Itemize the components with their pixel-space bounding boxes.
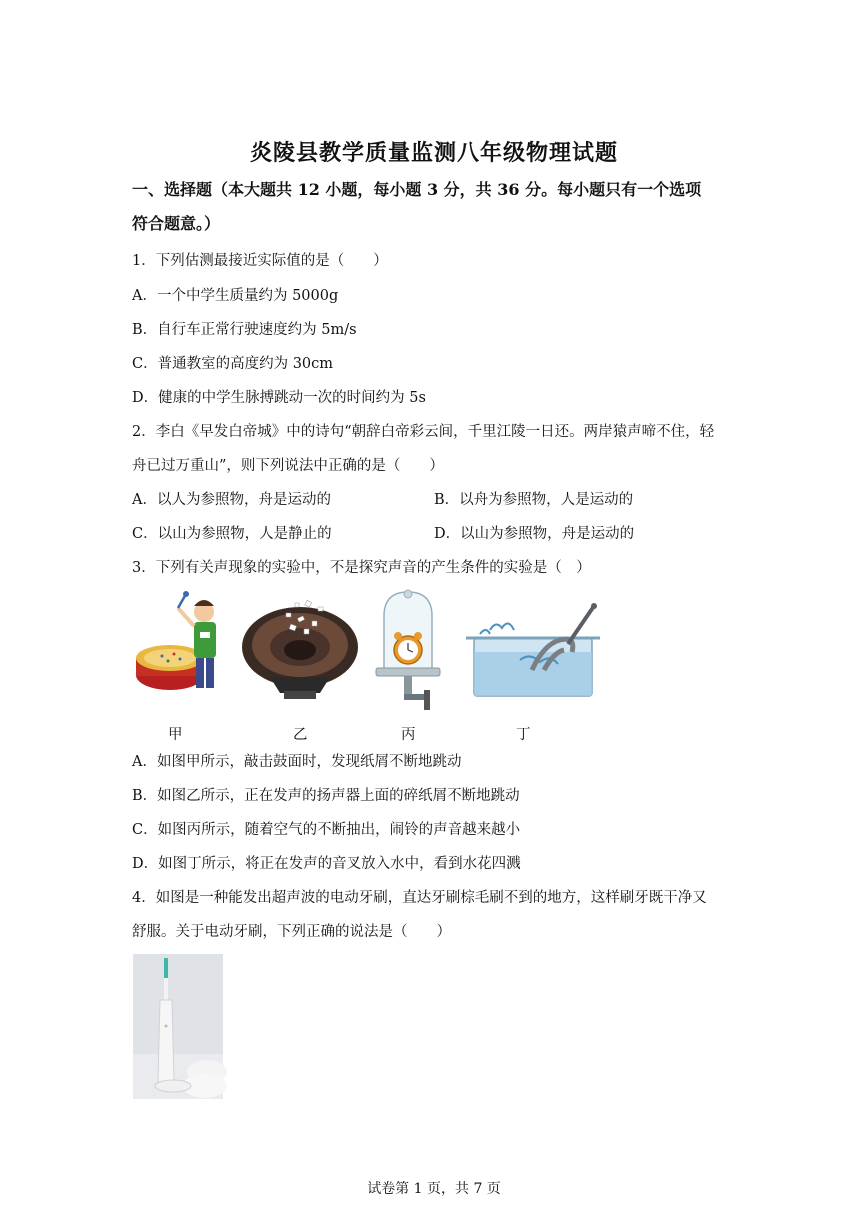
section-heading-line1: 一、选择题（本大题共 12 小题，每小题 3 分，共 36 分。每小题只有一个选项	[132, 180, 702, 199]
figure-label-ding: 丁	[516, 727, 531, 743]
drum-figure	[134, 590, 229, 700]
page-title: 炎陵县教学质量监测八年级物理试题	[249, 140, 618, 166]
q3-option-a: A．如图甲所示，敲击鼓面时，发现纸屑不断地跳动	[132, 754, 462, 770]
q2-option-c: C．以山为参照物，人是静止的	[132, 526, 332, 542]
speaker-figure	[240, 595, 365, 700]
q3-option-c: C．如图丙所示，随着空气的不断抽出，闹铃的声音越来越小	[132, 822, 521, 838]
figure-label-jia: 甲	[168, 727, 183, 743]
q3-option-b: B．如图乙所示，正在发声的扬声器上面的碎纸屑不断地跳动	[132, 788, 520, 804]
tuning-fork-figure	[460, 600, 600, 700]
section-heading-line2: 符合题意。）	[132, 214, 221, 233]
q2-option-a: A．以人为参照物，舟是运动的	[132, 492, 331, 508]
q1-option-b: B．自行车正常行驶速度约为 5m/s	[132, 322, 357, 338]
q2-stem-line1: 2．李白《早发白帝城》中的诗句“朝辞白帝彩云间，千里江陵一日还。两岸猿声啼不住，轻	[132, 424, 715, 440]
q1-stem: 1．下列估测最接近实际值的是（ ）	[132, 253, 388, 269]
q3-stem: 3．下列有关声现象的实验中，不是探究声音的产生条件的实验是（ ）	[132, 560, 591, 576]
q2-stem-line2: 舟已过万重山”，则下列说法中正确的是（ ）	[132, 458, 444, 474]
electric-toothbrush-photo	[133, 954, 223, 1099]
q4-stem-line2: 舒服。关于电动牙刷，下列正确的说法是（ ）	[132, 924, 451, 940]
figure-label-yi: 乙	[293, 727, 308, 743]
section-heading	[132, 173, 742, 241]
bell-jar-figure	[372, 590, 444, 715]
q1-option-c: C．普通教室的高度约为 30cm	[132, 356, 334, 372]
q2-option-d: D．以山为参照物，舟是运动的	[434, 526, 635, 542]
figure-label-bing: 丙	[401, 727, 416, 743]
q2-option-b: B．以舟为参照物，人是运动的	[434, 492, 634, 508]
q4-stem-line1: 4．如图是一种能发出超声波的电动牙刷，直达牙刷棕毛刷不到的地方，这样刷牙既干净又	[132, 890, 707, 906]
page-footer: 试卷第 1 页，共 7 页	[367, 1181, 501, 1197]
q1-option-a: A．一个中学生质量约为 5000g	[132, 288, 339, 304]
q3-option-d: D．如图丁所示，将正在发声的音叉放入水中，看到水花四溅	[132, 856, 521, 872]
q1-option-d: D．健康的中学生脉搏跳动一次的时间约为 5s	[132, 390, 426, 406]
